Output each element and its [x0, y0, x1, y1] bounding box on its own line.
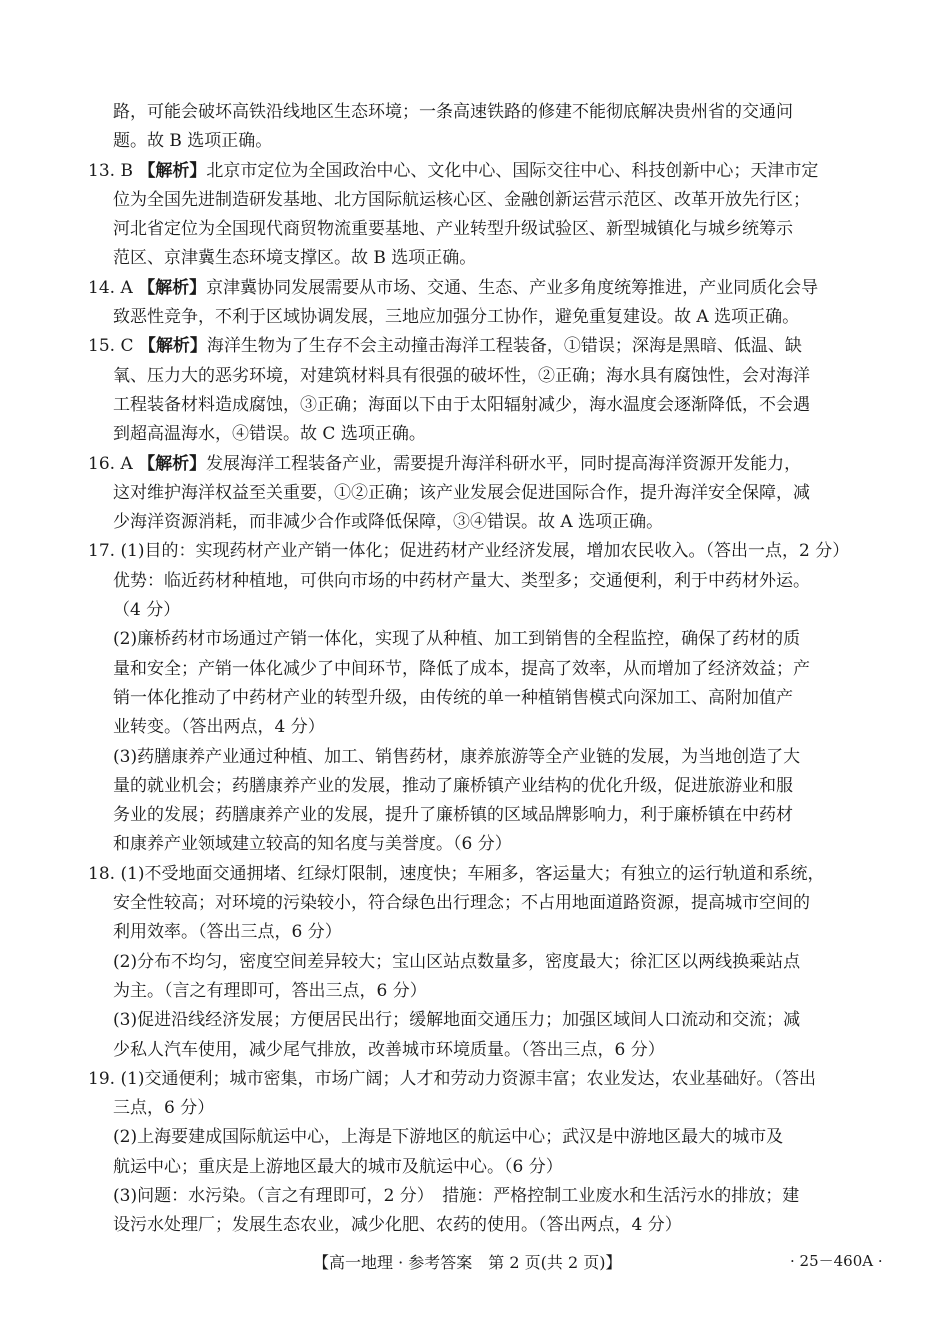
text-line [88, 948, 863, 977]
line-text: 到超高温海水，④错误。故 C 选项正确。 [113, 424, 426, 445]
line-text: 北京市定位为全国政治中心、文化中心、国际交往中心、科技创新中心；天津市定 [206, 160, 819, 181]
text-line [88, 860, 863, 889]
line-text: 题。故 B 选项正确。 [113, 131, 273, 152]
line-text: 和康养产业领域建立较高的知名度与美誉度。（6 分） [113, 834, 512, 855]
line-text: (2)上海要建成国际航运中心，上海是下游地区的航运中心；武汉是中游地区最大的城市及 [113, 1127, 784, 1148]
line-text: 量和安全；产销一体化减少了中间环节，降低了成本，提高了效率，从而增加了经济效益；产 [113, 658, 810, 679]
text-line [88, 332, 863, 361]
text-line [88, 567, 863, 596]
line-text: 航运中心；重庆是上游地区最大的城市及航运中心。（6 分） [113, 1156, 563, 1177]
line-text: 利用效率。（答出三点，6 分） [113, 922, 342, 943]
text-line [88, 830, 863, 859]
line-text: 河北省定位为全国现代商贸物流重要基地、产业转型升级试验区、新型城镇化与城乡统筹示 [113, 219, 793, 240]
line-text: 海洋生物为了生存不会主动撞击海洋工程装备，①错误；深海是黑暗、低温、缺 [206, 336, 802, 357]
line-text: (3)促进沿线经济发展；方便居民出行；缓解地面交通压力；加强区域间人口流动和交流；减 [113, 1010, 801, 1031]
line-text: （4 分） [113, 600, 181, 621]
analysis-label: 【解析】 [138, 277, 207, 298]
question-number: 15. C [88, 336, 139, 357]
text-line [88, 977, 863, 1006]
text-line [88, 1182, 863, 1211]
line-text: (2)分布不均匀，密度空间差异较大；宝山区站点数量多，密度最大；徐汇区以两线换乘站点 [113, 951, 801, 972]
text-line [88, 215, 863, 244]
text-line [88, 450, 863, 479]
question-number: 13. B [88, 160, 139, 181]
question-number: 19. [88, 1068, 121, 1089]
page-footer [0, 1250, 950, 1276]
text-line [88, 391, 863, 420]
text-line [88, 918, 863, 947]
text-line [88, 1065, 863, 1094]
text-line [88, 1153, 863, 1182]
text-line [88, 244, 863, 273]
line-text: 少私人汽车使用，减少尾气排放，改善城市环境质量。（答出三点，6 分） [113, 1039, 665, 1060]
text-line [88, 772, 863, 801]
line-text: 范区、京津冀生态环境支撑区。故 B 选项正确。 [113, 248, 477, 269]
line-text: 优势：临近药材种植地，可供向市场的中药材产量大、类型多；交通便利，利于中药材外运。 [113, 570, 810, 591]
line-text: 量的就业机会；药膳康养产业的发展，推动了廉桥镇产业结构的优化升级，促进旅游业和服 [113, 775, 793, 796]
text-line [88, 1036, 863, 1065]
text-line [88, 479, 863, 508]
line-text: 三点，6 分） [113, 1098, 215, 1119]
line-text: 致恶性竞争，不利于区域协调发展，三地应加强分工协作，避免重复建设。故 A 选项正确。 [113, 307, 800, 328]
line-text: 安全性较高；对环境的污染较小，符合绿色出行理念；不占用地面道路资源，提高城市空间的 [113, 893, 810, 914]
analysis-label: 【解析】 [138, 453, 207, 474]
line-text: (3)药膳康养产业通过种植、加工、销售药材，康养旅游等全产业链的发展，为当地创造了大 [113, 746, 801, 767]
text-line [88, 420, 863, 449]
line-text: 位为全国先进制造研发基地、北方国际航运核心区、金融创新运营示范区、改革开放先行区； [113, 189, 810, 210]
question-number: 17. [88, 541, 121, 562]
line-text: (1)不受地面交通拥堵、红绿灯限制，速度快；车厢多，客运量大；有独立的运行轨道和系统， [120, 863, 825, 884]
line-text: 销一体化推动了中药材产业的转型升级，由传统的单一种植销售模式向深加工、高附加值产 [113, 687, 793, 708]
answer-text-body [88, 98, 863, 1241]
text-line [88, 889, 863, 918]
question-number: 16. A [88, 453, 139, 474]
footer-title: 【高一地理 · 参考答案 第 2 页(共 2 页)】 [313, 1253, 622, 1272]
line-text: 务业的发展；药膳康养产业的发展，提升了廉桥镇的区域品牌影响力，利于廉桥镇在中药材 [113, 805, 793, 826]
text-line [88, 362, 863, 391]
line-text: (3)问题：水污染。（言之有理即可，2 分） 措施：严格控制工业废水和生活污水的排放；建 [113, 1185, 800, 1206]
text-line [88, 684, 863, 713]
line-text: 少海洋资源消耗，而非减少合作或降低保障，③④错误。故 A 选项正确。 [113, 512, 664, 533]
question-number: 14. A [88, 277, 139, 298]
text-line [88, 655, 863, 684]
footer-code: · 25－460A · [790, 1252, 883, 1270]
text-line [88, 274, 863, 303]
line-text: 工程装备材料造成腐蚀，③正确；海面以下由于太阳辐射减少，海水温度会逐渐降低，不会遇 [113, 394, 810, 415]
text-line [88, 1006, 863, 1035]
line-text: 为主。（言之有理即可，答出三点，6 分） [113, 980, 427, 1001]
text-line [88, 625, 863, 654]
text-line [88, 127, 863, 156]
text-line [88, 537, 863, 566]
line-text: 设污水处理厂；发展生态农业，减少化肥、农药的使用。（答出两点，4 分） [113, 1215, 682, 1236]
text-line [88, 801, 863, 830]
line-text: (1)交通便利；城市密集，市场广阔；人才和劳动力资源丰富；农业发达，农业基础好。（答出 [120, 1068, 817, 1089]
text-line [88, 303, 863, 332]
line-text: 路，可能会破坏高铁沿线地区生态环境；一条高速铁路的修建不能彻底解决贵州省的交通问 [113, 102, 793, 122]
text-line [88, 1094, 863, 1123]
analysis-label: 【解析】 [138, 336, 207, 357]
text-line [88, 1211, 863, 1240]
text-line [88, 186, 863, 215]
line-text: 京津冀协同发展需要从市场、交通、生态、产业多角度统筹推进，产业同质化会导 [206, 277, 819, 298]
text-line [88, 743, 863, 772]
line-text: (1)目的：实现药材产业产销一体化；促进药材产业经济发展，增加农民收入。（答出一点，2 分） [120, 541, 850, 562]
text-line [88, 713, 863, 742]
line-text: (2)廉桥药材市场通过产销一体化，实现了从种植、加工到销售的全程监控，确保了药材的质 [113, 629, 801, 650]
text-line [88, 596, 863, 625]
text-line [88, 157, 863, 186]
text-line [88, 98, 863, 127]
line-text: 氧、压力大的恶劣环境，对建筑材料具有很强的破坏性，②正确；海水具有腐蚀性，会对海洋 [113, 365, 810, 386]
analysis-label: 【解析】 [138, 160, 207, 181]
line-text: 业转变。（答出两点，4 分） [113, 717, 325, 738]
line-text: 这对维护海洋权益至关重要，①②正确；该产业发展会促进国际合作，提升海洋安全保障，减 [113, 482, 810, 503]
text-line [88, 508, 863, 537]
line-text: 发展海洋工程装备产业，需要提升海洋科研水平，同时提高海洋资源开发能力， [206, 453, 802, 474]
question-number: 18. [88, 863, 121, 884]
text-line [88, 1123, 863, 1152]
